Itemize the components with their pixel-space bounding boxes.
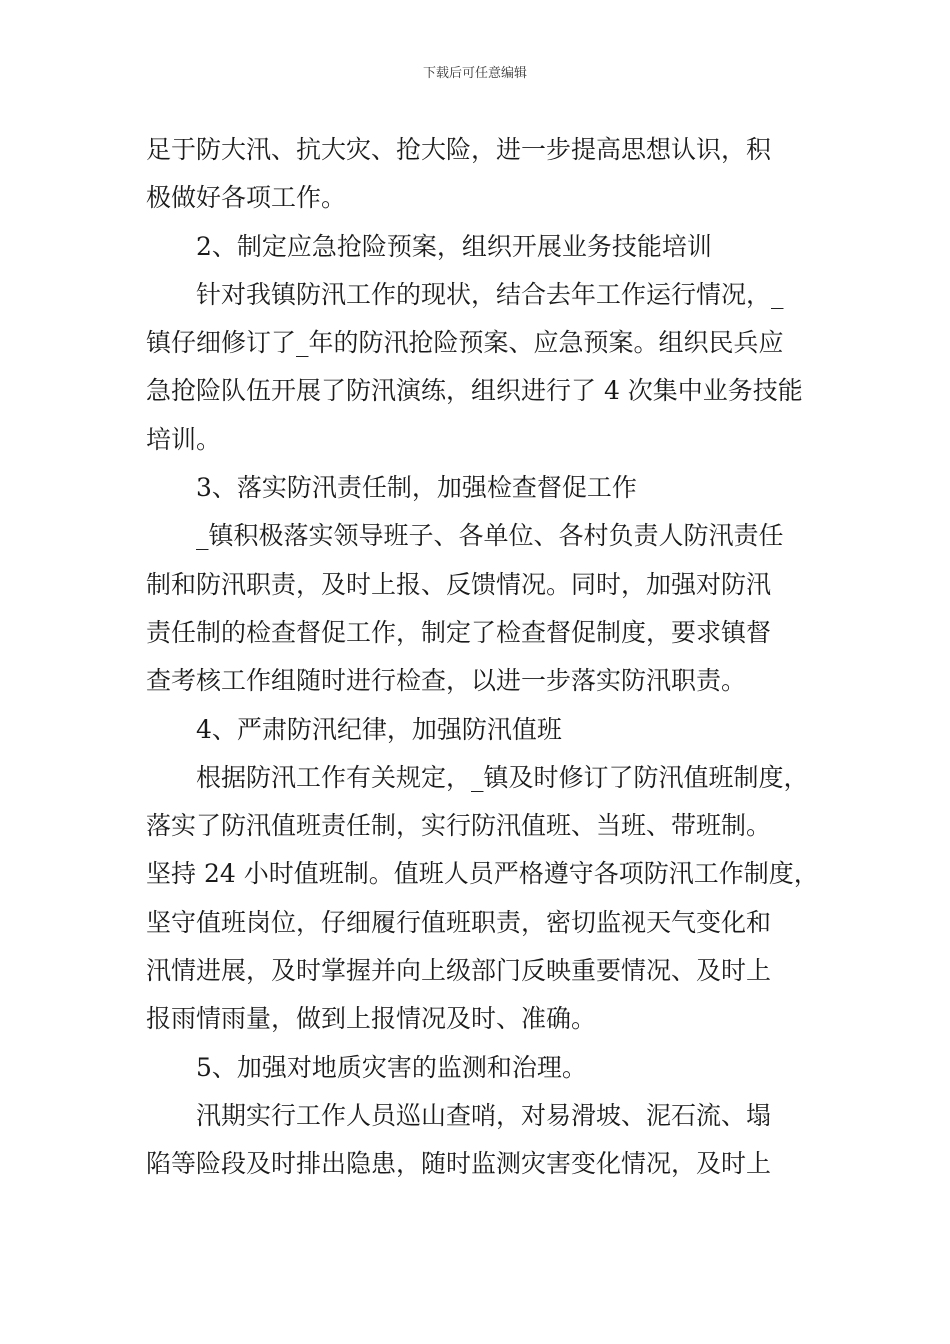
body-line: 汛期实行工作人员巡山查哨，对易滑坡、泥石流、塌 bbox=[196, 1100, 772, 1130]
section-heading: 3、落实防汛责任制，加强检查督促工作 bbox=[196, 473, 637, 503]
body-line: 责任制的检查督促工作，制定了检查督促制度，要求镇督 bbox=[146, 617, 772, 647]
body-line: 坚守值班岗位，仔细履行值班职责，密切监视天气变化和 bbox=[146, 907, 772, 937]
page-header: 下载后可任意编辑 bbox=[422, 66, 527, 81]
body-line: 针对我镇防汛工作的现状，结合去年工作运行情况，_ bbox=[196, 279, 784, 309]
body-line: 陷等险段及时排出隐患，随时监测灾害变化情况，及时上 bbox=[146, 1149, 772, 1179]
section-heading: 4、严肃防汛纪律，加强防汛值班 bbox=[196, 714, 562, 744]
body-line: 查考核工作组随时进行检查，以进一步落实防汛职责。 bbox=[146, 666, 747, 696]
body-line: 急抢险队伍开展了防汛演练，组织进行了 4 次集中业务技能 bbox=[146, 376, 803, 406]
body-line: 根据防汛工作有关规定，_镇及时修订了防汛值班制度， bbox=[196, 762, 809, 792]
document-body bbox=[146, 126, 818, 1189]
body-line: _镇积极落实领导班子、各单位、各村负责人防汛责任 bbox=[196, 521, 784, 551]
body-line: 极做好各项工作。 bbox=[146, 183, 347, 213]
body-line: 落实了防汛值班责任制，实行防汛值班、当班、带班制。 bbox=[146, 811, 772, 841]
body-line: 足于防大汛、抗大灾、抢大险，进一步提高思想认识，积 bbox=[146, 135, 772, 164]
body-line: 坚持 24 小时值班制。值班人员严格遵守各项防汛工作制度， bbox=[146, 859, 819, 889]
body-line: 报雨情雨量，做到上报情况及时、准确。 bbox=[146, 1004, 597, 1034]
body-line: 制和防汛职责，及时上报、反馈情况。同时，加强对防汛 bbox=[146, 569, 772, 599]
body-line: 汛情进展，及时掌握并向上级部门反映重要情况、及时上 bbox=[146, 956, 772, 986]
section-heading: 2、制定应急抢险预案，组织开展业务技能培训 bbox=[196, 231, 712, 261]
section-heading: 5、加强对地质灾害的监测和治理。 bbox=[196, 1052, 587, 1082]
body-line: 培训。 bbox=[146, 424, 222, 454]
body-line: 镇仔细修订了_年的防汛抢险预案、应急预案。组织民兵应 bbox=[146, 328, 784, 358]
